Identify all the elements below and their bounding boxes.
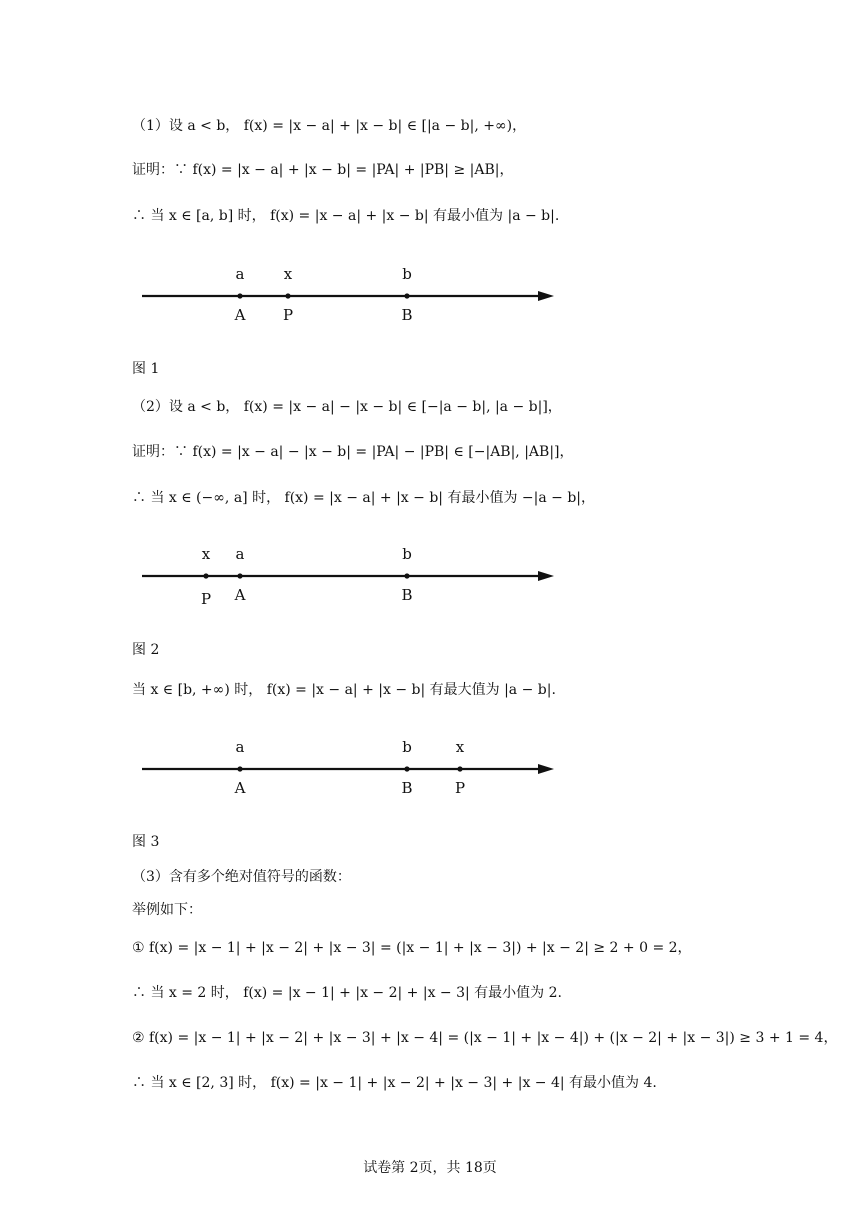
- text-line-8: （3）含有多个绝对值符号的函数：: [132, 869, 351, 885]
- figure-caption-1: 图 1: [132, 361, 160, 377]
- figure-caption-3: 图 3: [132, 834, 160, 850]
- text-line-3: ∴ 当 x ∈ [a, b] 时， f(x) = |x − a| + |x − b| 有最小值为 |a − b|.: [132, 208, 560, 224]
- point-value-label: a: [235, 265, 245, 283]
- arrow-head-icon: [538, 291, 554, 301]
- point-value-label: x: [455, 738, 465, 756]
- point-name-label: P: [454, 779, 466, 797]
- text-line-10: ① f(x) = |x − 1| + |x − 2| + |x − 3| = (|x − 1| + |x − 3|) + |x − 2| ≥ 2 + 0 = 2，: [132, 940, 692, 956]
- point-dot: [404, 293, 409, 298]
- point-dot: [237, 766, 242, 771]
- text-line-1: （1）设 a < b， f(x) = |x − a| + |x − b| ∈ [|a − b|, +∞)，: [132, 118, 527, 134]
- point-dot: [285, 293, 290, 298]
- point-name-label: B: [401, 586, 413, 604]
- figure-caption-2: 图 2: [132, 642, 160, 658]
- point-dot: [404, 573, 409, 578]
- text-line-13: ∴ 当 x ∈ [2, 3] 时， f(x) = |x − 1| + |x − 2| + |x − 3| + |x − 4| 有最小值为 4.: [132, 1075, 657, 1091]
- point-value-label: a: [235, 545, 245, 563]
- point-name-label: A: [234, 586, 246, 604]
- point-name-label: A: [234, 779, 246, 797]
- text-line-6: ∴ 当 x ∈ (−∞, a] 时， f(x) = |x − a| + |x − b| 有最小值为 −|a − b|，: [132, 490, 596, 506]
- point-dot: [404, 766, 409, 771]
- number-line-figure-2: [0, 542, 860, 608]
- text-line-11: ∴ 当 x = 2 时， f(x) = |x − 1| + |x − 2| + |x − 3| 有最小值为 2.: [132, 985, 562, 1001]
- text-line-5: 证明：∵ f(x) = |x − a| − |x − b| = |PA| − |PB| ∈ [−|AB|, |AB|]，: [132, 444, 574, 460]
- point-name-label: B: [401, 306, 413, 324]
- point-name-label: A: [234, 306, 246, 324]
- point-value-label: x: [201, 545, 211, 563]
- arrow-head-icon: [538, 571, 554, 581]
- text-line-7: 当 x ∈ [b, +∞) 时， f(x) = |x − a| + |x − b| 有最大值为 |a − b|.: [132, 682, 556, 698]
- text-line-4: （2）设 a < b， f(x) = |x − a| − |x − b| ∈ [−|a − b|, |a − b|]，: [132, 399, 562, 415]
- point-value-label: x: [283, 265, 293, 283]
- text-line-9: 举例如下：: [132, 902, 202, 918]
- point-dot: [237, 293, 242, 298]
- point-value-label: b: [402, 265, 412, 283]
- page-footer: 试卷第 2页，共 18页: [363, 1160, 497, 1176]
- point-dot: [203, 573, 208, 578]
- number-line-figure-1: [0, 262, 860, 322]
- point-dot: [457, 766, 462, 771]
- point-value-label: a: [235, 738, 245, 756]
- number-line-figure-3: [0, 735, 860, 795]
- text-line-2: 证明：∵ f(x) = |x − a| + |x − b| = |PA| + |PB| ≥ |AB|，: [132, 162, 514, 178]
- arrow-head-icon: [538, 764, 554, 774]
- point-name-label: P: [200, 590, 212, 608]
- text-line-12: ② f(x) = |x − 1| + |x − 2| + |x − 3| + |x − 4| = (|x − 1| + |x − 4|) + (|x − 2| + |x − 3|) ≥ 3 + 1 = 4，: [132, 1030, 838, 1046]
- point-name-label: P: [282, 306, 294, 324]
- point-name-label: B: [401, 779, 413, 797]
- point-value-label: b: [402, 738, 412, 756]
- point-value-label: b: [402, 545, 412, 563]
- point-dot: [237, 573, 242, 578]
